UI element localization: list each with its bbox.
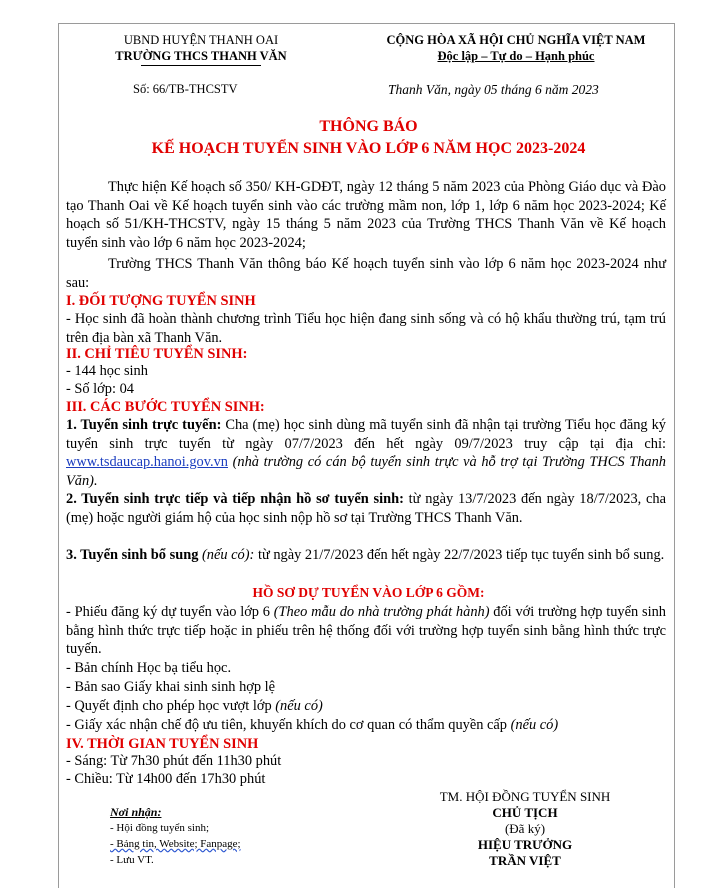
council-name: TM. HỘI ĐỒNG TUYỂN SINH bbox=[439, 789, 611, 804]
dossier-item-4-text: - Quyết định cho phép học vượt lớp bbox=[66, 698, 276, 714]
dossier-item-1-a: - Phiếu đăng ký dự tuyển vào lớp 6 bbox=[66, 604, 274, 620]
recipient-item: - Lưu VT. bbox=[110, 854, 154, 866]
issuer-district: UBND HUYỆN THANH OAI bbox=[123, 33, 279, 47]
recipient-item: - Bảng tin, Website; Fanpage; bbox=[110, 838, 241, 850]
issuer-underline bbox=[141, 65, 261, 66]
recipients-heading: Nơi nhận: bbox=[110, 805, 162, 819]
step-3-label: 3. Tuyển sinh bổ sung bbox=[66, 547, 199, 563]
section-4-heading: IV. THỜI GIAN TUYỂN SINH bbox=[66, 736, 259, 752]
document-date: Thanh Văn, ngày 05 tháng 6 năm 2023 bbox=[388, 82, 599, 97]
quota-students: - 144 học sinh bbox=[66, 363, 148, 379]
dossier-heading: HỒ SƠ DỰ TUYỂN VÀO LỚP 6 GỒM: bbox=[252, 585, 485, 600]
document-number: Số: 66/TB-THCSTV bbox=[133, 82, 238, 96]
section-1-heading: I. ĐỐI TƯỢNG TUYỂN SINH bbox=[66, 293, 256, 309]
issuer-block bbox=[66, 32, 336, 66]
step-3-paragraph bbox=[66, 546, 666, 565]
dossier-item-5 bbox=[66, 716, 666, 735]
doc-subtitle: KẾ HOẠCH TUYỂN SINH VÀO LỚP 6 NĂM HỌC 2023-2024 bbox=[151, 140, 586, 157]
step-1-label: 1. Tuyển sinh trực tuyến: bbox=[66, 417, 222, 433]
intro-paragraph-1: Thực hiện Kế hoạch số 350/ KH-GDĐT, ngày 12 tháng 5 năm 2023 của Phòng Giáo dục và Đào tạo Thanh Oai về Kế hoạch tuyển sinh vào các trường mầm non, lớp 1, lớp 6 năm học 2023-2024; Kế hoạch số 51/KH-THCSTV, ngày 15 tháng 5 năm 2023 của Trường THCS Thanh Văn về Kế hoạch tuyển sinh vào lớp 6 năm học 2023-2024; bbox=[66, 179, 666, 251]
country-name: CỘNG HÒA XÃ HỘI CHỦ NGHĨA VIỆT NAM bbox=[386, 33, 646, 47]
step-3-text: từ ngày 21/7/2023 đến hết ngày 22/7/2023 tiếp tục tuyển sinh bổ sung. bbox=[254, 547, 665, 563]
dossier-item-3: - Bản sao Giấy khai sinh sinh hợp lệ bbox=[66, 679, 276, 695]
recipient-item: - Hội đồng tuyển sinh; bbox=[110, 822, 209, 834]
dossier-item-1-b: đối với trường hợp tuyển sinh bằng hình thức trực tiếp hoặc in phiếu trên hệ thống đối với trường hợp tuyển sinh bằng hình thức trực tuyến. bbox=[66, 604, 666, 657]
signer-name: TRẦN VIỆT bbox=[489, 853, 561, 868]
step-1-note: (nhà trường có cán bộ tuyển sinh trực và hỗ trợ tại Trường THCS Thanh Văn). bbox=[66, 454, 666, 489]
chairman-title: CHỦ TỊCH bbox=[492, 805, 558, 820]
step-1-paragraph bbox=[66, 416, 666, 490]
step-2-label: 2. Tuyển sinh trực tiếp và tiếp nhận hồ sơ tuyển sinh: bbox=[66, 491, 404, 507]
principal-title: HIỆU TRƯỞNG bbox=[477, 837, 573, 852]
section-3-heading: III. CÁC BƯỚC TUYỂN SINH: bbox=[66, 399, 265, 415]
schedule-morning: - Sáng: Từ 7h30 phút đến 11h30 phút bbox=[66, 753, 282, 769]
quota-classes: - Số lớp: 04 bbox=[66, 381, 134, 397]
dossier-item-2: - Bản chính Học bạ tiểu học. bbox=[66, 660, 232, 676]
dossier-item-5-text: - Giấy xác nhận chế độ ưu tiên, khuyến khích do cơ quan có thẩm quyền cấp bbox=[66, 717, 511, 733]
signed-note: (Đã ký) bbox=[504, 821, 546, 836]
registration-link[interactable]: www.tsdaucap.hanoi.gov.vn bbox=[66, 454, 228, 470]
intro-paragraph-2: Trường THCS Thanh Văn thông báo Kế hoạch tuyển sinh vào lớp 6 năm học 2023-2024 như sau: bbox=[66, 256, 666, 291]
recipients-block bbox=[110, 804, 241, 868]
dossier-item-1 bbox=[66, 603, 666, 659]
step-3-note: (nếu có): bbox=[198, 547, 255, 563]
step-2-text: từ ngày 13/7/2023 đến ngày 18/7/2023, cha (mẹ) hoặc người giám hộ của học sinh nộp hồ sơ tại Trường THCS Thanh Văn. bbox=[66, 491, 666, 526]
step-1-text: Cha (mẹ) học sinh dùng mã tuyển sinh đã nhận tại trường Tiểu học đăng ký tuyển sinh trực tuyến từ ngày 07/7/2023 đến hết ngày 09/7/2023 truy cập tại địa chỉ: bbox=[66, 417, 666, 452]
step-2-paragraph bbox=[66, 490, 666, 527]
dossier-item-4-note: (nếu có) bbox=[275, 698, 323, 714]
dossier-item-1-note: (Theo mẫu do nhà trường phát hành) bbox=[273, 604, 490, 620]
national-motto: Độc lập – Tự do – Hạnh phúc bbox=[437, 49, 595, 63]
schedule-afternoon: - Chiều: Từ 14h00 đến 17h30 phút bbox=[66, 771, 266, 787]
signature-block bbox=[400, 789, 650, 869]
issuer-school: TRƯỜNG THCS THANH VĂN bbox=[115, 49, 287, 63]
doc-title: THÔNG BÁO bbox=[319, 118, 418, 135]
section-2-heading: II. CHỈ TIÊU TUYỂN SINH: bbox=[66, 346, 248, 362]
national-motto-block bbox=[356, 32, 676, 64]
dossier-item-4 bbox=[66, 697, 666, 716]
section-1-text: - Học sinh đã hoàn thành chương trình Tiểu học hiện đang sinh sống và có hộ khẩu thường trú, tạm trú trên địa bàn xã Thanh Văn. bbox=[66, 311, 666, 346]
dossier-item-5-note: (nếu có) bbox=[510, 717, 559, 733]
